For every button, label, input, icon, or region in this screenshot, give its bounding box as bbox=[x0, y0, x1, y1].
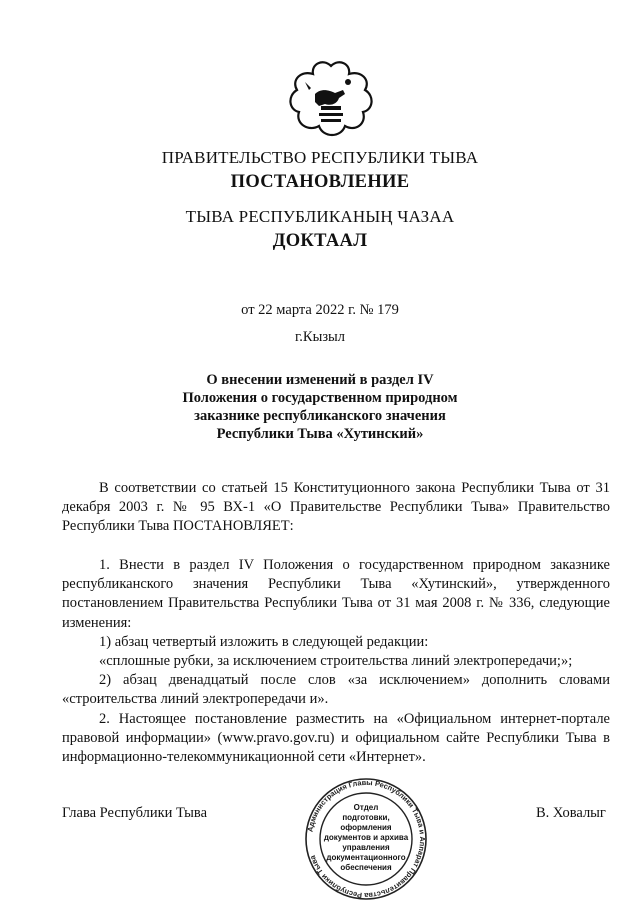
government-name-ru: ПРАВИТЕЛЬСТВО РЕСПУБЛИКИ ТЫВА bbox=[161, 148, 479, 167]
document-type-ru: ПОСТАНОВЛЕНИЕ bbox=[230, 172, 410, 192]
official-stamp bbox=[297, 778, 435, 900]
svg-text:документов и архива: документов и архива bbox=[323, 833, 409, 842]
svg-text:Администрация Главы Республики: Администрация Главы Республики Тыва и Аппарат Правительства Республики Тыва bbox=[305, 778, 428, 900]
signatory-position: Глава Республики Тыва bbox=[62, 805, 208, 821]
signatory-name: В. Ховалыг bbox=[536, 805, 606, 821]
svg-text:документационного: документационного bbox=[326, 853, 406, 862]
subject-line: Республики Тыва «Хутинский» bbox=[216, 426, 424, 442]
date-and-number: от 22 марта 2022 г. № 179 bbox=[241, 302, 399, 318]
document-subject bbox=[0, 371, 640, 443]
svg-text:обеспечения: обеспечения bbox=[340, 863, 392, 872]
government-name-tyv: ТЫВА РЕСПУБЛИКАНЫҢ ЧАЗАА bbox=[185, 207, 455, 226]
svg-text:подготовки,: подготовки, bbox=[342, 813, 390, 822]
item-2-paragraph: 2. Настоящее постановление разместить на «Официальном интернет-портале правовой информации» (www.pravo.gov.ru) и официальном сайте Республики Тыва в информационно-телекоммуникационной сети «Интернет». bbox=[62, 710, 610, 766]
item-1-sub-1: 1) абзац четвертый изложить в следующей редакции: bbox=[99, 633, 429, 650]
preamble-block bbox=[62, 479, 610, 537]
subject-line: заказнике республиканского значения bbox=[194, 408, 446, 424]
item-1-sub-2: 2) абзац двенадцатый после слов «за исключением» дополнить словами «строительства линий электропередачи и». bbox=[62, 672, 610, 708]
item-1-paragraph: 1. Внести в раздел IV Положения о государственном природном заказнике республиканского значения Республики Тыва «Хутинский», утвержденного постановлением Правительства Республики Тыва от 31 мая 2008 г. № 336, следующие изменения: bbox=[62, 557, 610, 631]
resolution-items bbox=[62, 556, 610, 767]
city: г.Кызыл bbox=[294, 329, 346, 345]
subject-line: О внесении изменений в раздел IV bbox=[206, 372, 434, 388]
document-type-tyv: ДОКТААЛ bbox=[272, 231, 368, 251]
svg-text:управления: управления bbox=[342, 843, 390, 852]
subject-line: Положения о государственном природном bbox=[182, 390, 458, 406]
coat-of-arms-emblem bbox=[285, 60, 377, 140]
item-1-sub-1-quote: «сплошные рубки, за исключением строительства линий электропередачи;»; bbox=[99, 653, 573, 670]
svg-text:Отдел: Отдел bbox=[353, 803, 379, 812]
preamble-paragraph: В соответствии со статьей 15 Конституционного закона Республики Тыва от 31 декабря 2003 г. № 95 ВХ-1 «О Правительстве Республики Тыва» Правительство Республики Тыва ПОСТАНОВЛЯЕТ: bbox=[62, 480, 610, 535]
svg-text:оформления: оформления bbox=[340, 823, 392, 832]
